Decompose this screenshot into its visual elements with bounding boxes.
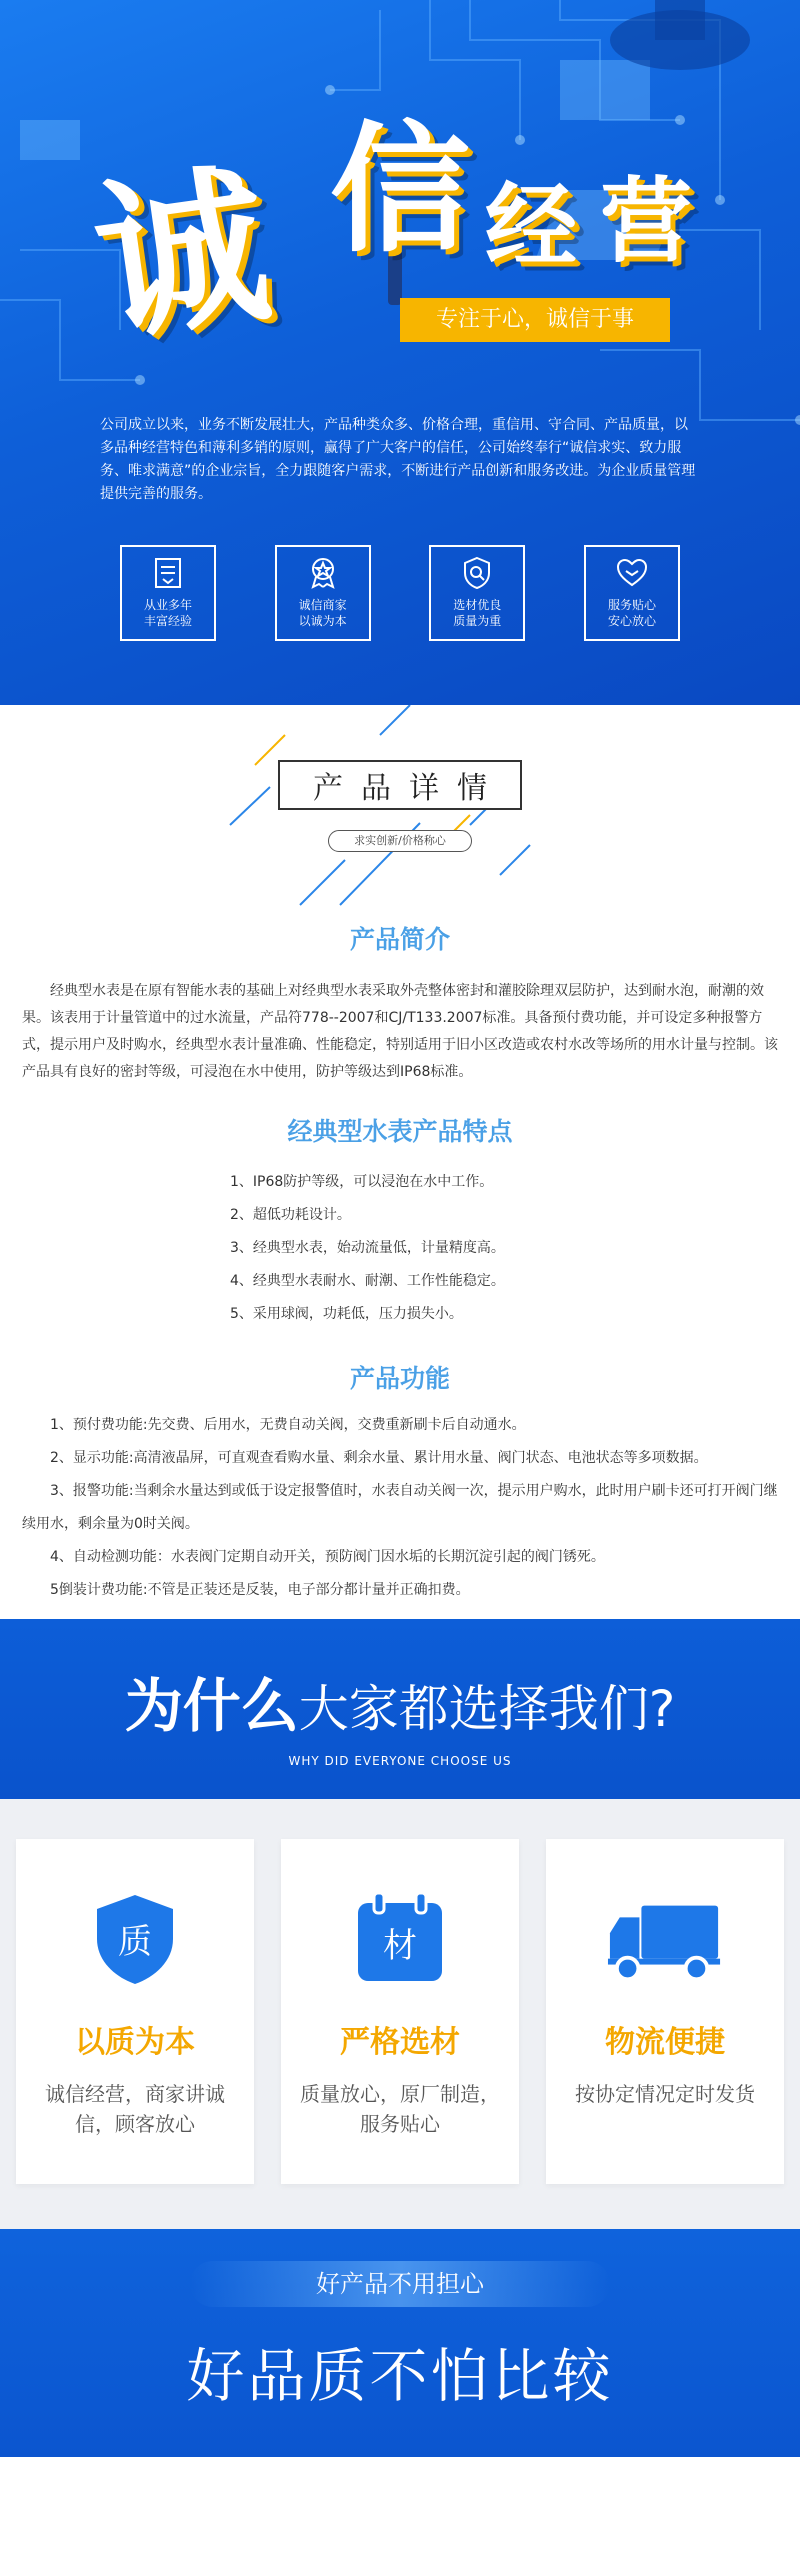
card-title: 以质为本	[75, 2025, 195, 2060]
card-title: 物流便捷	[605, 2025, 725, 2060]
card-material	[281, 1839, 519, 2184]
hero-badges	[120, 545, 680, 641]
product-detail-header	[0, 705, 800, 920]
advantage-cards	[0, 1799, 800, 2229]
list-item: 1、预付费功能:先交费、后用水，无费自动关阀，交费重新刷卡后自动通水。	[50, 1417, 526, 1433]
company-intro: 公司成立以来，业务不断发展壮大，产品种类众多、价格合理，重信用、守合同、产品质量，以多品种经营特色和薄利多销的原则，赢得了广大客户的信任，公司始终奉行“诚信求实、致力服务、唯求满意”的企业宗旨，全力跟随客户需求，不断进行产品创新和服务改进。为企业质量管理提供完善的服务。	[100, 417, 696, 502]
badge-experience	[120, 545, 216, 641]
product-detail-subtitle: 求实创新/价格称心	[328, 830, 472, 852]
quality-banner	[0, 2229, 800, 2457]
card-desc: 质量放心，原厂制造，服务贴心	[300, 2082, 500, 2136]
why-title-light: 大家都选择我们?	[298, 1680, 676, 1738]
decorative-lines	[0, 705, 800, 920]
card-title: 严格选材	[340, 2025, 460, 2060]
why-title	[0, 1659, 800, 1743]
hero-title-char: 信	[330, 108, 471, 272]
shield-quality-icon	[85, 1889, 185, 1989]
list-item: 5倒装计费功能:不管是正装还是反装，电子部分都计量并正确扣费。	[50, 1582, 470, 1598]
card-logistics	[546, 1839, 784, 2184]
why-subtitle: WHY DID EVERYONE CHOOSE US	[288, 1754, 512, 1768]
badge-line: 安心放心	[607, 614, 656, 628]
functions-title: 产品功能	[349, 1364, 450, 1393]
badge-material	[429, 545, 525, 641]
functions-section	[0, 1359, 800, 1607]
product-intro-section	[0, 920, 800, 1086]
shield-check-icon	[457, 553, 497, 593]
truck-icon	[606, 1889, 724, 1989]
hero-title-char: 经	[485, 172, 578, 280]
quality-pill: 好产品不用担心	[190, 2261, 610, 2307]
card-desc: 诚信经营，商家讲诚信，顾客放心	[45, 2082, 225, 2136]
hero-banner	[0, 0, 800, 705]
calendar-material-icon	[350, 1889, 450, 1989]
list-item: 2、显示功能:高清液晶屏，可直观查看购水量、剩余水量、累计用水量、阀门状态、电池状态等多项数据。	[50, 1450, 708, 1466]
list-item: 3、报警功能:当剩余水量达到或低于设定报警值时，水表自动关阀一次，提示用户购水，此时用户刷卡还可打开阀门继续用水，剩余量为0时关阀。	[22, 1483, 778, 1532]
why-choose-us-banner	[0, 1619, 800, 1799]
hero-title-char: 营	[600, 167, 693, 275]
heart-icon	[612, 553, 652, 593]
card-desc: 按协定情况定时发货	[575, 2082, 755, 2106]
hero-slogan: 专注于心，诚信于事	[400, 298, 670, 342]
product-intro-text: 经典型水表是在原有智能水表的基础上对经典型水表采取外壳整体密封和灌胶除理双层防护，达到耐水泡，耐潮的效果。该表用于计量管道中的过水流量，产品符778--2007和CJ/T133.2007标准。具备预付费功能，并可设定多种报警方式，提示用户及时购水，经典型水表计量准确、性能稳定，特别适用于旧小区改造或农村水改等场所的用水计量与控制。该产品具有良好的密封等级，可浸泡在水中使用，防护等级达到IP68标准。	[22, 983, 778, 1080]
hero-title-char: 诚	[83, 144, 281, 366]
list-item: 3、经典型水表，始动流量低，计量精度高。	[230, 1240, 505, 1256]
badge-line: 丰富经验	[143, 614, 192, 628]
functions-list	[0, 1409, 800, 1607]
medal-icon	[303, 553, 343, 593]
product-detail-title-text: 产品详情	[313, 771, 505, 806]
document-icon	[148, 553, 188, 593]
quality-slogan: 好品质不怕比较	[186, 2342, 614, 2410]
list-item: 4、经典型水表耐水、耐潮、工作性能稳定。	[230, 1273, 505, 1289]
badge-line: 从业多年	[143, 598, 192, 612]
product-detail-title	[278, 760, 522, 810]
card-quality	[16, 1839, 254, 2184]
product-intro-title: 产品简介	[349, 925, 450, 954]
why-title-bold: 为什么	[124, 1672, 299, 1740]
features-section	[0, 1112, 800, 1331]
features-title: 经典型水表产品特点	[287, 1117, 513, 1146]
list-item: 4、自动检测功能：水表阀门定期自动开关，预防阀门因水垢的长期沉淀引起的阀门锈死。	[50, 1549, 605, 1565]
card-icon-char: 质	[118, 1922, 152, 1962]
features-list	[230, 1166, 570, 1331]
card-icon-char: 材	[383, 1926, 417, 1966]
list-item: 2、超低功耗设计。	[230, 1207, 351, 1223]
badge-line: 诚信商家	[298, 598, 347, 612]
list-item: 5、采用球阀，功耗低，压力损失小。	[230, 1306, 463, 1322]
badge-integrity	[275, 545, 371, 641]
badge-line: 服务贴心	[607, 598, 656, 612]
badge-line: 质量为重	[453, 614, 502, 628]
badge-service	[584, 545, 680, 641]
badge-line: 选材优良	[453, 598, 502, 612]
list-item: 1、IP68防护等级，可以浸泡在水中工作。	[230, 1174, 494, 1190]
badge-line: 以诚为本	[298, 614, 347, 628]
